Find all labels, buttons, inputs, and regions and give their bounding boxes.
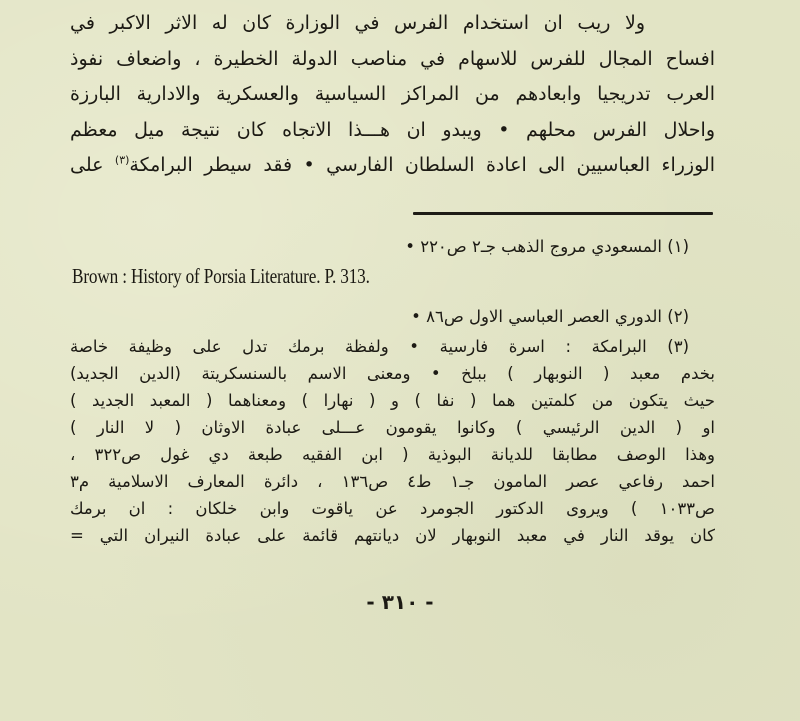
footnote-3-line: ص١٠٣٣ ) ويروى الدكتور الجومرد عن ياقوت وابن خلكان : ان برمك (70, 499, 715, 518)
footnote-1-arabic: (١) المسعودي مروج الذهب جـ٢ ص٢٢٠ • (405, 237, 689, 256)
footnote-3-line: حيث يتكون من كلمتين هما ( نفا ) و ( نهارا ) ومعناهما ( المعبد الجديد ) (70, 391, 715, 410)
footnote-2-arabic: (٢) الدوري العصر العباسي الاول ص٨٦ • (411, 307, 689, 326)
footnote-3 (70, 333, 715, 549)
footnote-1-latin-reference: Brown : History of Porsia Literature. P. 313. (72, 264, 370, 288)
paragraph-line: واحلال الفرس محلهم • ويبدو ان هـــذا الاتجاه كان نتيجة ميل معظم (70, 118, 715, 141)
footnote-3-line: كان يوقد النار في معبد النوبهار لان ديانتهم قائمة على عبادة النيران التي = (70, 526, 715, 545)
paragraph-line-tail: على (70, 154, 104, 176)
footnote-3-line: (٣) البرامكة : اسرة فارسية • ولفظة برمك تدل على وظيفة خاصة (70, 337, 689, 356)
footnote-3-line: وهذا الوصف مطابقا للديانة البوذية ( ابن الفقيه طبعة دي غول ص٣٢٢ ، (70, 445, 715, 464)
footnote-marker: (٣) (114, 153, 130, 167)
footnote-1 (70, 233, 715, 260)
paragraph-line: العرب تدريجيا وابعادهم من المراكز السياسية والعسكرية والادارية البارزة (70, 83, 715, 105)
footnote-3-line: احمد رفاعي عصر المامون جـ١ ط٤ ص١٣٦ ، دائرة المعارف الاسلامية م٣ (70, 472, 716, 491)
footnote-separator (413, 212, 713, 215)
footnote-2 (70, 303, 715, 330)
paragraph-line: ولا ريب ان استخدام الفرس في الوزارة كان له الاثر الاكبر في (70, 12, 645, 34)
paragraph-line-text: الوزراء العباسيين الى اعادة السلطان الفارسي • فقد سيطر البرامكة (129, 154, 715, 176)
paragraph-line-with-footnote (70, 148, 715, 184)
main-paragraph (70, 6, 715, 184)
paragraph-line: افساح المجال للفرس للاسهام في مناصب الدولة الخطيرة ، واضعاف نفوذ (70, 47, 715, 70)
page-number: - ٣١٠ - (366, 590, 434, 614)
footnote-3-line: بخدم معبد ( النوبهار ) ببلخ • ومعنى الاسم بالسنسكريتة (الدين الجديد) (70, 364, 715, 383)
footnote-3-line: او ( الدين الرئيسي ) وكانوا يقومون عـــلى عبادة الاوثان ( لا النار ) (70, 418, 715, 437)
